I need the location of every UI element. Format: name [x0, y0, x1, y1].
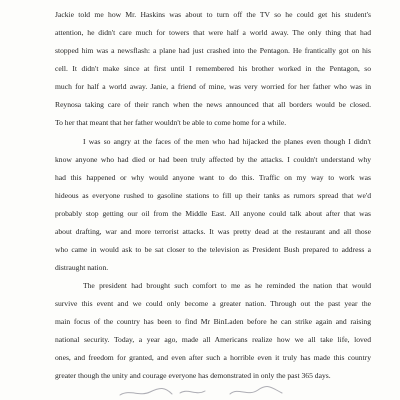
- paragraph-1-line-2: attention, he didn't care much for towers that were half a world away. The only thing that had: [55, 28, 371, 37]
- paragraph-2-line-3: had this happened or why would anyone want to do this. Traffic on my way to work was: [55, 173, 371, 182]
- paragraph-3-line-1: The president had brought such comfort to me as he reminded the nation that would: [83, 281, 371, 290]
- paragraph-1-line-3: stopped him was a newsflash: a plane had just crashed into the Pentagon. He frantically got on his: [55, 46, 371, 55]
- paragraph-3-line-2: survive this event and we could only become a greater nation. Through out the past year the: [55, 299, 371, 308]
- paragraph-1-line-6: Reynosa taking care of their ranch when the news announced that all borders would be closed.: [55, 100, 371, 109]
- paragraph-1-line-4: cell. It didn't make since at first until I remembered his brother worked in the Pentagon, so: [55, 64, 371, 73]
- paragraph-1-line-1: Jackie told me how Mr. Haskins was about to turn off the TV so he could get his student's: [55, 10, 371, 19]
- paragraph-2-line-8: distraught nation.: [55, 263, 109, 272]
- paragraph-1-line-7: To her that meant that her father wouldn't be able to come home for a while.: [55, 118, 287, 127]
- handwritten-signature: [110, 381, 310, 400]
- paragraph-2-line-6: about drafting, war and more terrorist attacks. It was pretty dead at the restaurant and all those: [55, 227, 371, 236]
- paragraph-3-line-5: ones, and freedom for granted, and even after such a horrible even it truly has made this country: [55, 353, 371, 362]
- paragraph-1-line-5: much for half a world away. Janie, a friend of mine, was very worried for her father who was in: [55, 82, 371, 91]
- paragraph-3-line-4: national security. Today, a year ago, made all Americans realize how we all take life, loved: [55, 335, 371, 344]
- paragraph-3-line-3: main focus of the country has been to find Mr BinLaden before he can strike again and raising: [55, 317, 371, 326]
- paragraph-2-line-4: hideous as everyone rushed to gasoline stations to fill up their tanks as rumors spread that we'd: [55, 191, 371, 200]
- paragraph-3-line-6: greater though the unity and courage everyone has demonstrated in only the past 365 days.: [55, 371, 331, 380]
- paragraph-2-line-7: who came in would ask to be sat closer to the television as President Bush prepared to address a: [55, 245, 371, 254]
- paragraph-2-line-1: I was so angry at the faces of the men who had hijacked the planes even though I didn't: [83, 137, 371, 146]
- paragraph-2-line-5: probably stop getting our oil from the Middle East. All anyone could talk about after that was: [55, 209, 371, 218]
- paragraph-2-line-2: know anyone who had died or had been truly affected by the attacks. I couldn't understand why: [55, 155, 371, 164]
